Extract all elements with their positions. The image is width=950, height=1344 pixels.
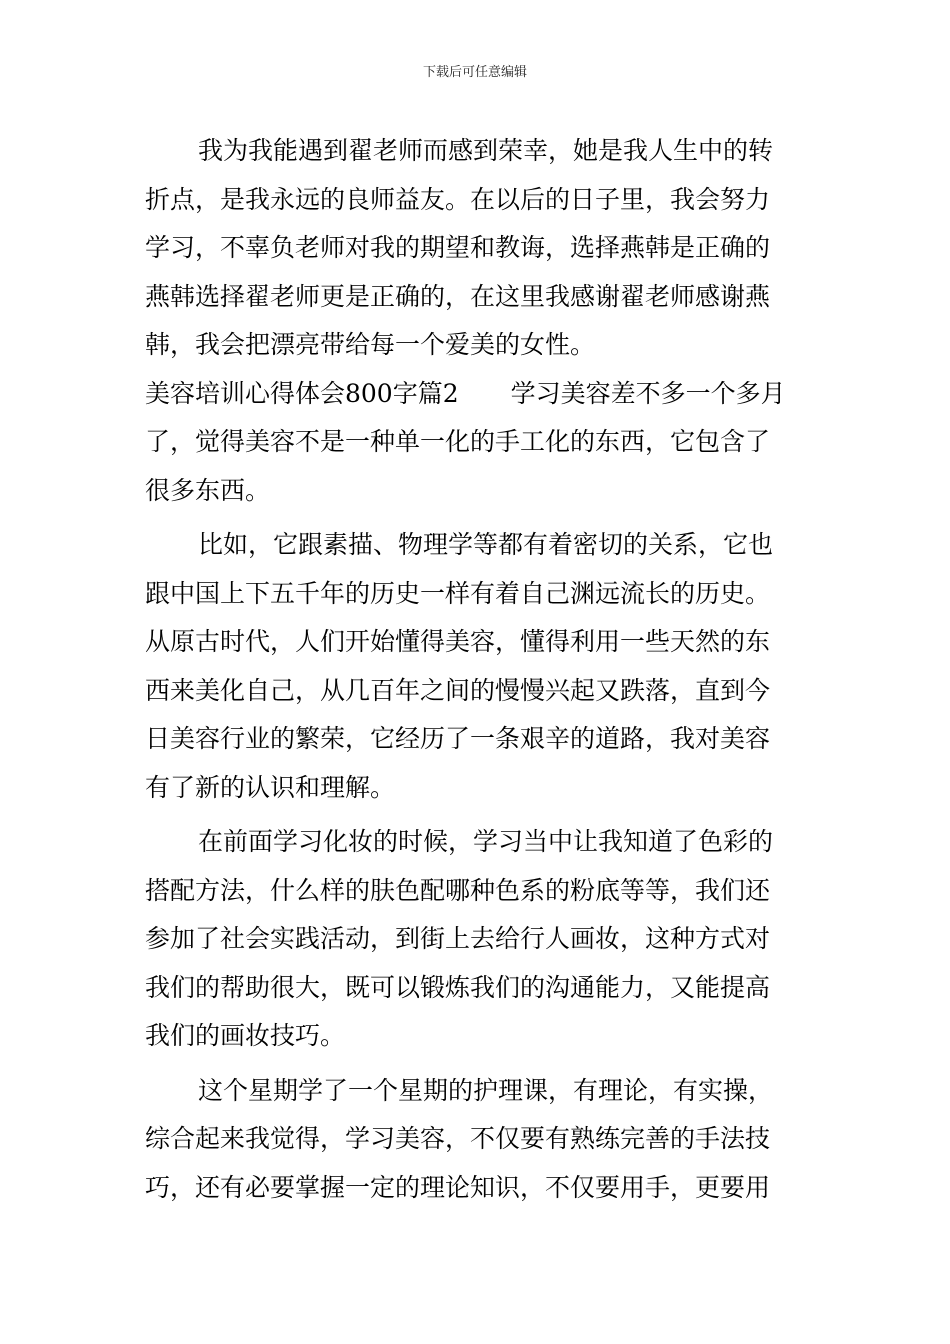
document-body <box>145 127 809 1212</box>
body-line: 学习，不辜负老师对我的期望和教诲，选择燕韩是正确的 <box>145 233 771 262</box>
body-line: 我们的帮助很大，既可以锻炼我们的沟通能力，又能提高 <box>145 972 771 1002</box>
body-line: 有了新的认识和理解。 <box>145 772 396 802</box>
body-line: 很多东西。 <box>145 475 271 505</box>
body-line: 在前面学习化妆的时候，学习当中让我知道了色彩的 <box>198 827 774 856</box>
body-line: 我为我能遇到翟老师而感到荣幸，她是我人生中的转 <box>198 136 774 165</box>
body-line: 韩，我会把漂亮带给每一个爱美的女性。 <box>145 330 596 359</box>
body-line: 了，觉得美容不是一种单一化的手工化的东西，它包含了 <box>145 427 771 456</box>
body-text: 学习美容差不多一个多月 <box>510 378 786 408</box>
body-line: 参加了社会实践活动，到街上去给行人画妆，这种方式对 <box>145 924 771 953</box>
body-line: 折点，是我永远的良师益友。在以后的日子里，我会努力 <box>145 184 771 214</box>
body-line: 比如，它跟素描、物理学等都有着密切的关系，它也 <box>198 530 774 559</box>
body-line: 综合起来我觉得，学习美容，不仅要有熟练完善的手法技 <box>145 1124 771 1153</box>
body-line: 搭配方法，什么样的肤色配哪种色系的粉底等等，我们还 <box>145 875 771 905</box>
body-line: 这个星期学了一个星期的护理课，有理论，有实操， <box>198 1075 774 1105</box>
page-header: 下载后可任意编辑 <box>422 65 527 80</box>
body-line: 跟中国上下五千年的历史一样有着自己渊远流长的历史。 <box>145 578 771 608</box>
body-line: 燕韩选择翟老师更是正确的，在这里我感谢翟老师感谢燕 <box>145 281 771 311</box>
body-line: 日美容行业的繁荣，它经历了一条艰辛的道路，我对美容 <box>145 724 771 753</box>
body-line: 西来美化自己，从几百年之间的慢慢兴起又跌落，直到今 <box>145 675 771 705</box>
section-title: 美容培训心得体会800字篇2 <box>145 378 459 408</box>
body-line: 我们的画妆技巧。 <box>145 1021 346 1050</box>
section-title-line <box>145 370 809 419</box>
body-line: 巧，还有必要掌握一定的理论知识，不仅要用手，更要用 <box>145 1172 771 1202</box>
body-line: 从原古时代，人们开始懂得美容，懂得利用一些天然的东 <box>145 627 771 656</box>
